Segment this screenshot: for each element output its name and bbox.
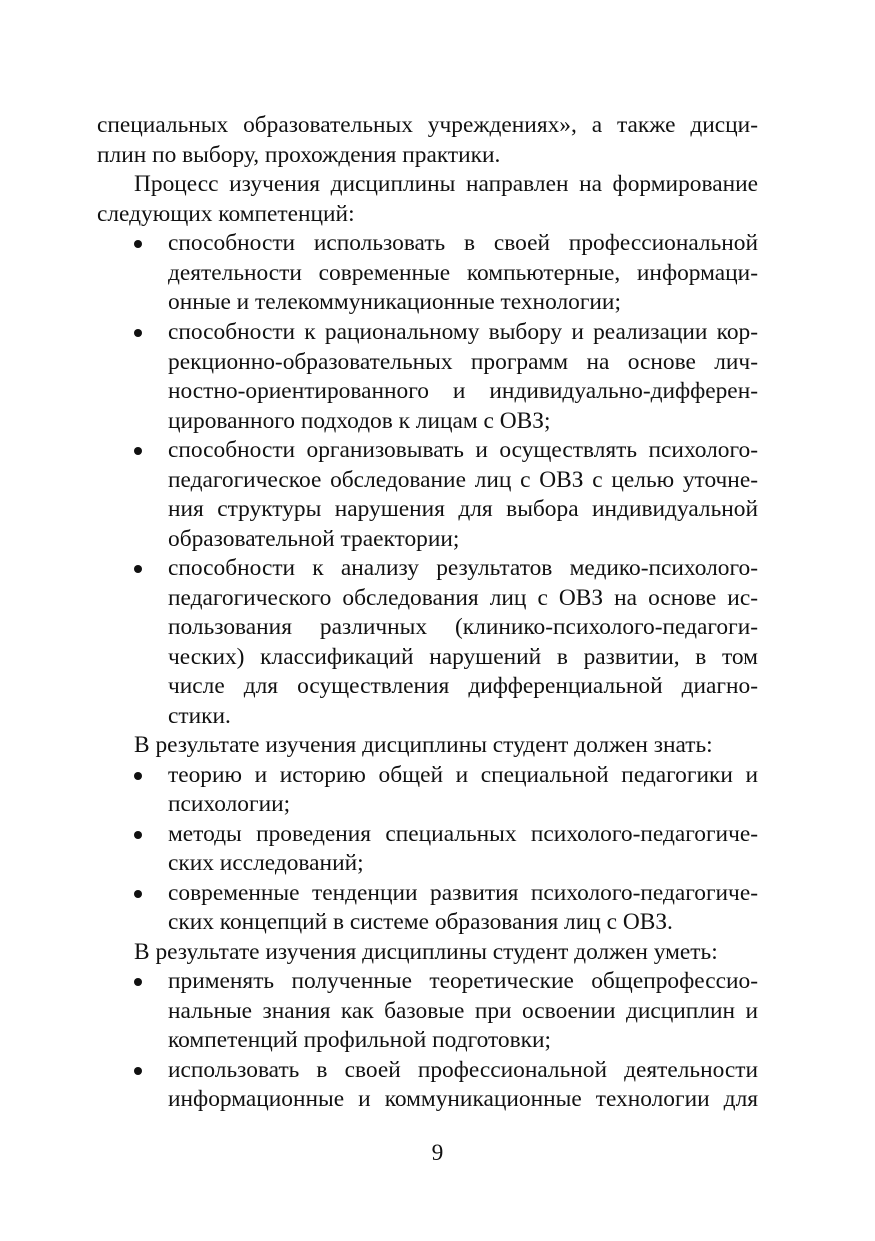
list-item-line: педагогическое обследование лиц с ОВЗ с целью уточне- (168, 467, 758, 493)
list-item-line: применять полученные теоретические общепрофессио- (168, 968, 758, 994)
list-item-line: стики. (168, 703, 231, 729)
intro-line: специальных образовательных учреждениях», а также дисци- (97, 112, 758, 138)
list-item-line: ностно-ориентированного и индивидуально-дифферен- (168, 378, 758, 404)
list-item-line: информационные и коммуникационные технологии для (168, 1086, 758, 1112)
bullet-icon (134, 565, 142, 573)
competencies-lead-line: Процесс изучения дисциплины направлен на формирование (134, 171, 758, 197)
list-item-line: использовать в своей профессиональной деятельности (168, 1057, 758, 1083)
able-lead: В результате изучения дисциплины студент должен уметь: (134, 939, 718, 965)
list-item-line: педагогического обследования лиц с ОВЗ на основе ис- (168, 585, 758, 611)
bullet-icon (134, 240, 142, 248)
intro-line: плин по выбору, прохождения практики. (97, 142, 501, 168)
list-item-line: способности к рациональному выбору и реализации кор- (168, 319, 758, 345)
list-item-line: психологии; (168, 791, 291, 817)
list-item-line: ния структуры нарушения для выбора индивидуальной (168, 496, 758, 522)
bullet-icon (134, 978, 142, 986)
list-item-line: ских концепций в системе образования лиц с ОВЗ. (168, 909, 673, 935)
list-item-line: ских исследований; (168, 850, 364, 876)
bullet-icon (134, 772, 142, 780)
bullet-icon (134, 447, 142, 455)
page-number: 9 (431, 1140, 444, 1166)
list-item-line: ческих) классификаций нарушений в развитии, в том (168, 644, 758, 670)
list-item-line: пользования различных (клинико-психолого-педагоги- (168, 614, 758, 640)
list-item-line: компетенций профильной подготовки; (168, 1027, 552, 1053)
list-item-line: способности использовать в своей профессиональной (168, 230, 758, 256)
list-item-line: цированного подходов к лицам с ОВЗ; (168, 408, 551, 434)
list-item-line: образовательной траектории; (168, 526, 460, 552)
bullet-icon (134, 1067, 142, 1075)
list-item-line: нальные знания как базовые при освоении дисциплин и (168, 998, 758, 1024)
list-item-line: методы проведения специальных психолого-педагогиче- (168, 821, 758, 847)
list-item-line: способности к анализу результатов медико-психолого- (168, 555, 758, 581)
bullet-icon (134, 890, 142, 898)
list-item-line: деятельности современные компьютерные, информаци- (168, 260, 758, 286)
list-item-line: онные и телекоммуникационные технологии; (168, 289, 621, 315)
list-item-line: рекционно-образовательных программ на основе лич- (168, 349, 758, 375)
competencies-lead-line: следующих компетенций: (97, 201, 355, 227)
bullet-icon (134, 831, 142, 839)
bullet-icon (134, 329, 142, 337)
list-item-line: числе для осуществления дифференциальной диагно- (168, 673, 758, 699)
list-item-line: современные тенденции развития психолого-педагогиче- (168, 880, 758, 906)
list-item-line: теорию и историю общей и специальной педагогики и (168, 762, 758, 788)
know-lead: В результате изучения дисциплины студент должен знать: (134, 732, 713, 758)
list-item-line: способности организовывать и осуществлять психолого- (168, 437, 758, 463)
